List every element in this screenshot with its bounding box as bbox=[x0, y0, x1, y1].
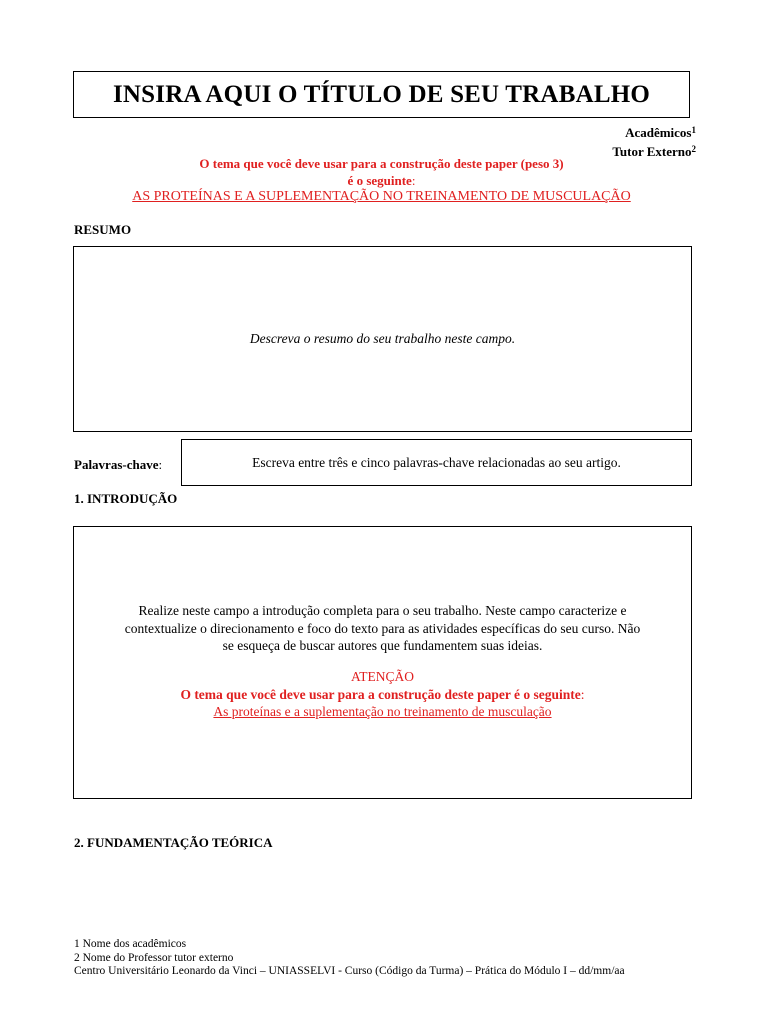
academicos-label[interactable]: Acadêmicos$^1$ bbox=[625, 125, 696, 140]
introducao-instructions: Realize neste campo a introdução completa para o seu trabalho. Neste campo caracterize e contextualize o direcionamento e foco do texto para as atividades específicas do seu curso. Não se esqueça de buscar autores que fundamentem suas ideias. bbox=[124, 603, 641, 653]
keywords-placeholder: Escreva entre três e cinco palavras-chave relacionadas ao seu artigo. bbox=[252, 455, 621, 470]
theme-instruction bbox=[73, 155, 690, 189]
attention-theme-line: O tema que você deve usar para a construção deste paper é o seguinte: bbox=[180, 686, 585, 702]
tutor-label[interactable]: Tutor Externo$^2$ bbox=[612, 144, 696, 159]
resumo-field[interactable] bbox=[73, 246, 692, 432]
keywords-label: Palavras-chave: bbox=[74, 457, 163, 472]
document-title[interactable]: INSIRA AQUI O TÍTULO DE SEU TRABALHO bbox=[73, 71, 690, 118]
footnotes bbox=[74, 938, 625, 979]
theme-topic: AS PROTEÍNAS E A SUPLEMENTAÇÃO NO TREINAMENTO DE MUSCULAÇÃO bbox=[132, 189, 631, 204]
resumo-placeholder: Descreva o resumo do seu trabalho neste campo. bbox=[249, 331, 516, 346]
attention-topic: As proteínas e a suplementação no treinamento de musculação bbox=[213, 704, 552, 719]
page-footer: Centro Universitário Leonardo da Vinci – UNIASSELVI - Curso (Código da Turma) – Prática do Módulo I – dd/mm/aa bbox=[74, 965, 625, 977]
introducao-heading: 1. INTRODUÇÃO bbox=[74, 491, 178, 506]
fundamentacao-heading: 2. FUNDAMENTAÇÃO TEÓRICA bbox=[74, 835, 273, 850]
theme-instruction-line2: é o seguinte: bbox=[347, 173, 416, 188]
keywords-field[interactable] bbox=[181, 439, 692, 486]
attention-label: ATENÇÃO bbox=[351, 669, 414, 684]
footnote-ref-2: 2 bbox=[691, 144, 696, 154]
theme-instruction-line1: O tema que você deve usar para a construção deste paper (peso 3) bbox=[199, 156, 564, 171]
footnote-1: 1 Nome dos acadêmicos bbox=[74, 938, 187, 950]
introducao-field[interactable] bbox=[73, 526, 692, 799]
footnote-ref-1: 1 bbox=[691, 125, 696, 135]
resumo-heading: RESUMO bbox=[74, 222, 132, 237]
footnote-2: 2 Nome do Professor tutor externo bbox=[74, 951, 234, 964]
introducao-attention bbox=[84, 668, 681, 721]
